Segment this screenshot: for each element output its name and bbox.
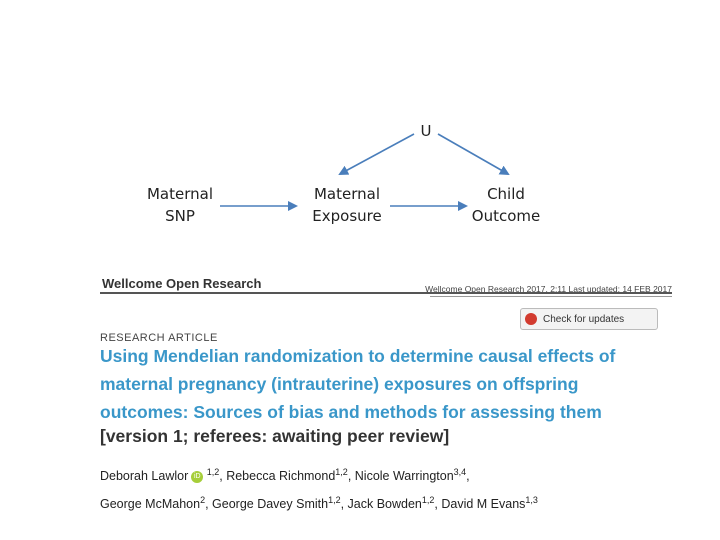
check-updates-label: Check for updates <box>543 313 625 325</box>
author-affiliation: 1,2 <box>335 467 348 477</box>
header-rule-thin <box>430 296 672 297</box>
article-type: RESEARCH ARTICLE <box>100 332 218 344</box>
author-affiliation: 1,2 <box>328 495 341 506</box>
journal-name: Wellcome Open Research <box>102 276 262 291</box>
node-child-outcome-line1: Child <box>487 185 525 203</box>
node-maternal-snp-line2: SNP <box>165 207 195 225</box>
author-affiliation: 3,4 <box>453 467 467 477</box>
author-name: Deborah Lawlor <box>100 469 189 484</box>
header-rule <box>100 292 672 294</box>
paper-title-line1: Using Mendelian randomization to determine causal effects of <box>100 346 616 366</box>
author-line1: Deborah Lawlor iD $^{1,2}$, Rebecca Richmond$^{1,2}$, Nicole Warrington$^{3,4}$, <box>100 467 470 484</box>
node-maternal-exposure <box>297 183 397 227</box>
node-child-outcome-line2: Outcome <box>471 207 541 225</box>
author-name: Rebecca Richmond <box>226 469 336 484</box>
author-name: George McMahon <box>100 497 201 512</box>
node-maternal-exposure-line1: Maternal <box>313 185 380 203</box>
node-u <box>412 120 440 142</box>
author-affiliation: 2 <box>200 495 206 506</box>
author-name: George Davey Smith <box>212 497 329 512</box>
author-line2: George McMahon$^2$, George Davey Smith$^{1,2}$, Jack Bowden$^{1,2}$, David M Evans$^{1,3}$ <box>100 495 538 512</box>
author-name: David M Evans <box>441 497 526 512</box>
orcid-icon[interactable]: iD <box>191 471 203 483</box>
check-updates-button[interactable] <box>520 308 658 330</box>
author-list <box>100 460 672 516</box>
author-affiliation: 1,3 <box>525 495 538 506</box>
paper-title-line2: maternal pregnancy (intrauterine) exposures on offspring <box>100 374 579 394</box>
check-updates-icon <box>525 313 537 325</box>
paper-title-line3: outcomes: Sources of bias and methods for assessing them <box>100 402 602 422</box>
paper-version: [version 1; referees: awaiting peer review] <box>100 426 450 446</box>
node-maternal-snp <box>130 183 230 227</box>
author-name: Jack Bowden <box>347 497 422 512</box>
node-maternal-snp-line1: Maternal <box>146 185 213 203</box>
node-child-outcome <box>456 183 556 227</box>
node-maternal-exposure-line2: Exposure <box>312 207 382 225</box>
arrow-u-to-outcome <box>438 134 508 174</box>
author-affiliation: 1,2 <box>206 467 220 477</box>
paper-meta: Wellcome Open Research 2017, 2:11 Last updated: 14 FEB 2017 <box>425 284 672 294</box>
node-u-label: U <box>420 122 432 140</box>
author-name: Nicole Warrington <box>354 469 454 484</box>
paper-title <box>100 342 660 426</box>
arrow-u-to-exposure <box>340 134 414 174</box>
author-affiliation: 1,2 <box>421 495 435 506</box>
